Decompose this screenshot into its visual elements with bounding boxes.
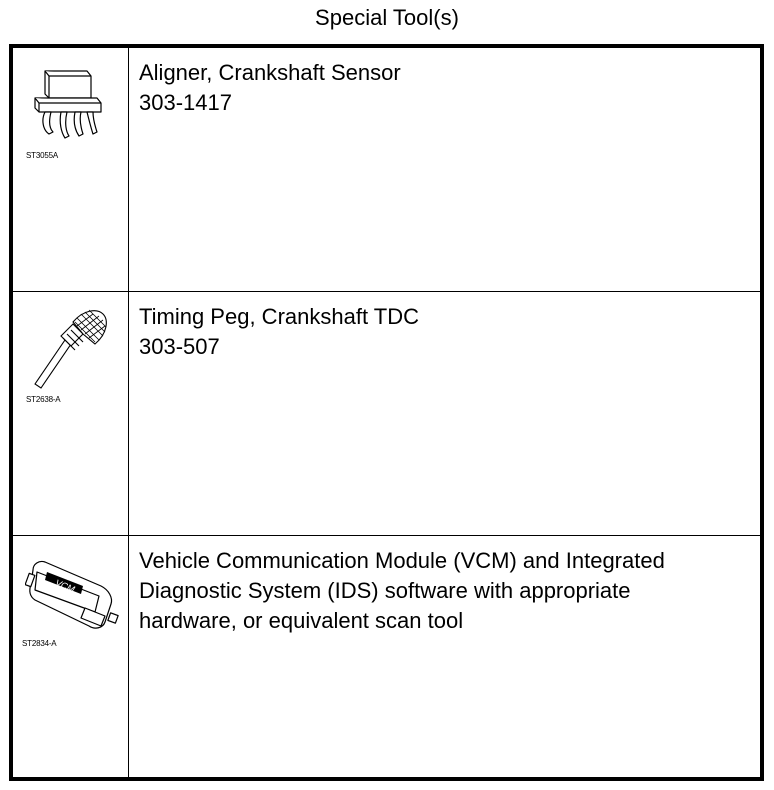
table-row bbox=[13, 48, 760, 292]
tool-number: 303-507 bbox=[139, 334, 220, 359]
tool-name-line: Vehicle Communication Module (VCM) and Integrated bbox=[139, 548, 665, 573]
tool-illustration-cell bbox=[13, 48, 129, 291]
table-row bbox=[13, 292, 760, 536]
tool-illustration-cell bbox=[13, 536, 129, 777]
tool-image-code: ST3055A bbox=[26, 151, 58, 160]
tool-illustration-cell bbox=[13, 292, 129, 535]
page-title: Special Tool(s) bbox=[315, 5, 459, 30]
tool-name: Aligner, Crankshaft Sensor bbox=[139, 60, 401, 85]
vcm-module-icon bbox=[25, 556, 119, 632]
tool-description bbox=[130, 48, 760, 291]
special-tools-table bbox=[9, 44, 764, 781]
tool-name-line: hardware, or equivalent scan tool bbox=[139, 608, 464, 633]
timing-peg-icon bbox=[27, 300, 117, 390]
tool-name: Timing Peg, Crankshaft TDC bbox=[139, 304, 419, 329]
tool-number: 303-1417 bbox=[139, 90, 232, 115]
tool-description bbox=[130, 292, 760, 535]
tool-image-code: ST2638-A bbox=[26, 395, 61, 404]
crankshaft-sensor-aligner-icon bbox=[31, 68, 111, 148]
vcm-label: VCM bbox=[53, 577, 77, 595]
tool-name-line: Diagnostic System (IDS) software with appropriate bbox=[139, 578, 631, 603]
tool-image-code: ST2834-A bbox=[22, 639, 57, 648]
table-row bbox=[13, 536, 760, 777]
tool-description bbox=[130, 536, 760, 777]
